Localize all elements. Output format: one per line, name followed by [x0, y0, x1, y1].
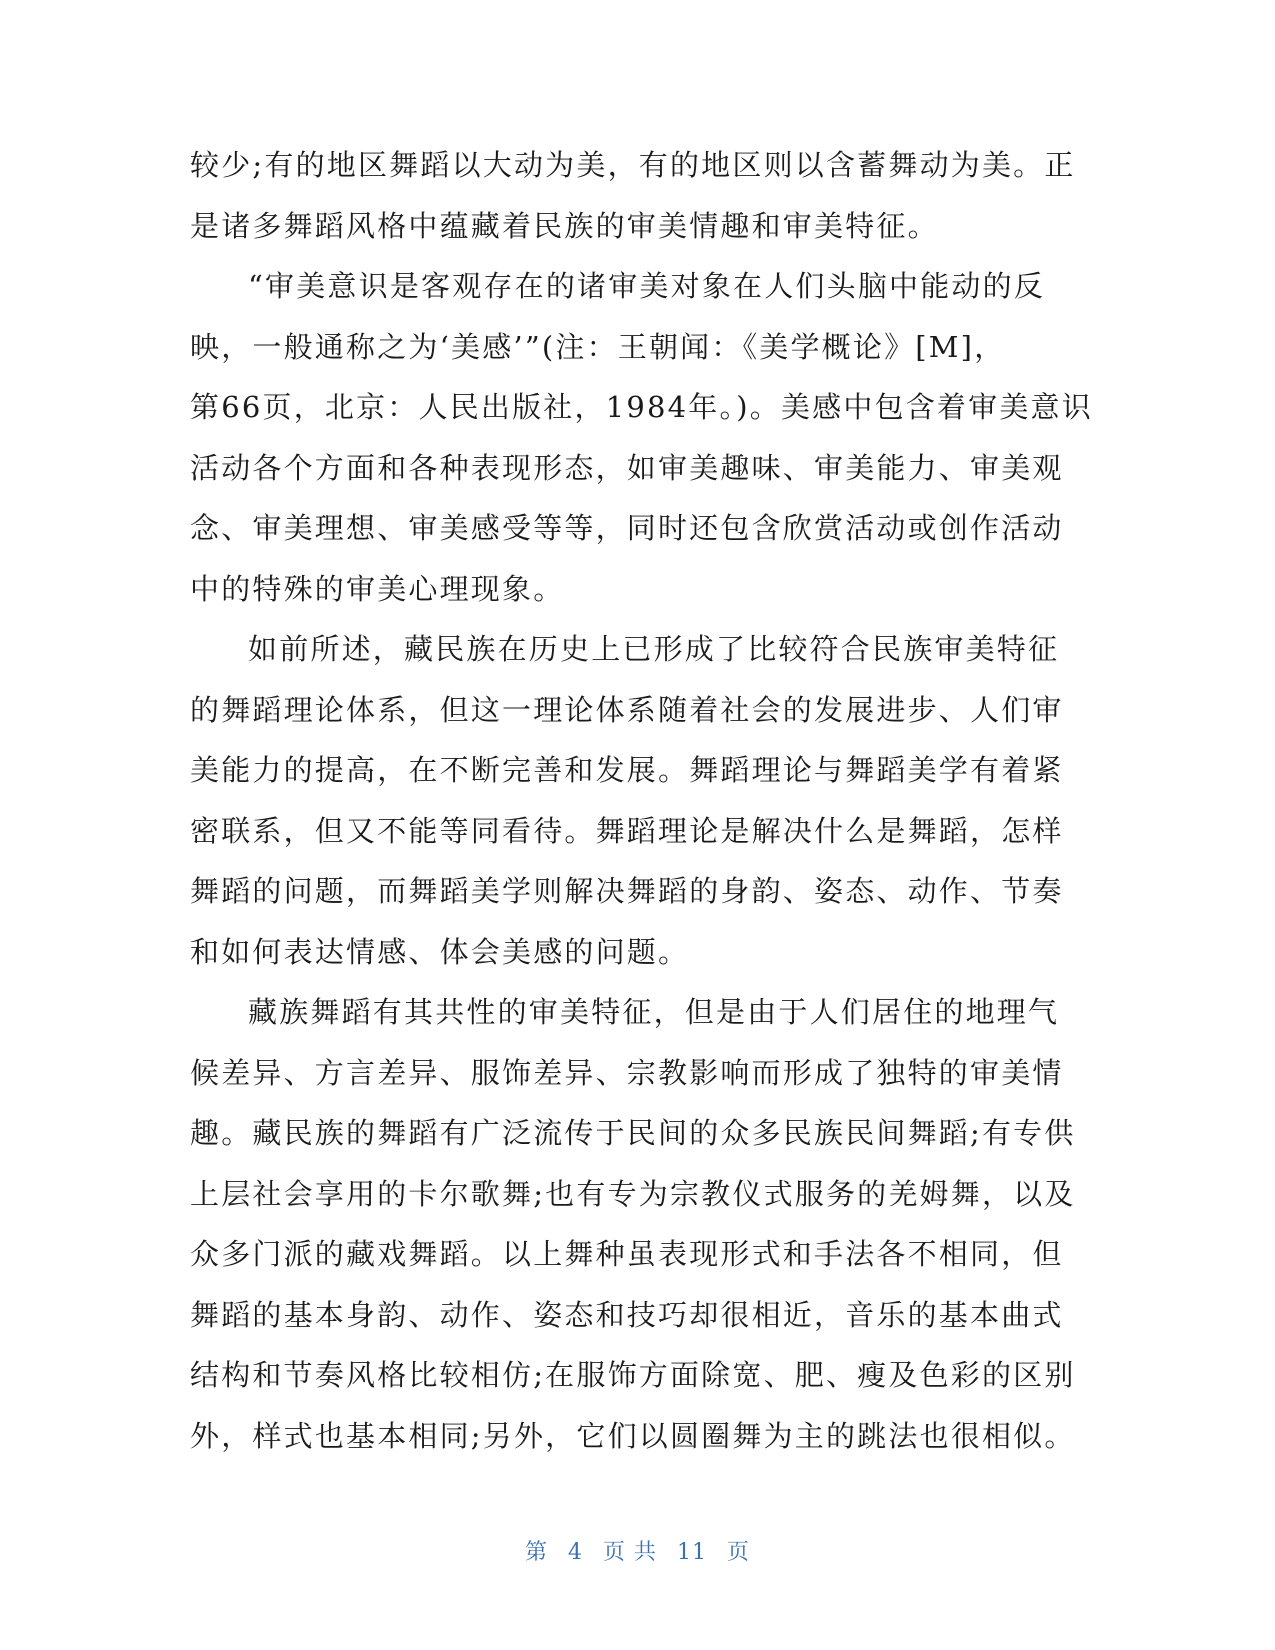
text-line: 藏族舞蹈有其共性的审美特征，但是由于人们居住的地理气: [248, 995, 1060, 1029]
text-line: 如前所述，藏民族在历史上已形成了比较符合民族审美特征: [248, 632, 1060, 666]
text-line: 外，样式也基本相同;另外，它们以圆圈舞为主的跳法也很相似。: [190, 1418, 1076, 1453]
footer-middle: 页 共: [603, 1540, 657, 1565]
text-line: 映，一般通称之为‘美感’”(注：王朝闻：《美学概论》[M]，: [190, 329, 1006, 364]
text-line: 结构和节奏风格比较相仿;在服饰方面除宽、肥、瘦及色彩的区别: [190, 1358, 1076, 1392]
text-line: 活动各个方面和各种表现形态，如审美趣味、审美能力、审美观: [190, 450, 1064, 485]
text-line: 是诸多舞蹈风格中蕴藏着民族的审美情趣和审美特征。: [190, 208, 939, 243]
text-line: 趣。藏民族的舞蹈有广泛流传于民间的众多民族民间舞蹈;有专供: [190, 1116, 1076, 1150]
document-body: [190, 135, 1093, 1466]
text-line: 候差异、方言差异、服饰差异、宗教影响而形成了独特的审美情: [190, 1055, 1064, 1090]
text-line: 密联系，但又不能等同看待。舞蹈理论是解决什么是舞蹈，怎样: [190, 813, 1064, 848]
footer-prefix: 第: [524, 1540, 548, 1565]
footer-total-pages: 11: [677, 1540, 707, 1565]
text-line: 美能力的提高，在不断完善和发展。舞蹈理论与舞蹈美学有着紧: [190, 753, 1064, 787]
text-line: “审美意识是客观存在的诸审美对象在人们头脑中能动的反: [248, 269, 1046, 303]
text-line: 念、审美理想、审美感受等等，同时还包含欣赏活动或创作活动: [190, 511, 1064, 545]
text-line: 上层社会享用的卡尔歌舞;也有专为宗教仪式服务的羌姆舞，以及: [190, 1176, 1076, 1211]
text-line: 较少;有的地区舞蹈以大动为美，有的地区则以含蓄舞动为美。正: [190, 148, 1076, 182]
page-footer: [0, 1535, 1275, 1566]
text-line: 舞蹈的基本身韵、动作、姿态和技巧却很相近，音乐的基本曲式: [190, 1297, 1064, 1332]
footer-suffix: 页: [727, 1540, 751, 1565]
text-line: 的舞蹈理论体系，但这一理论体系随着社会的发展进步、人们审: [190, 692, 1064, 727]
text-line: 中的特殊的审美心理现象。: [190, 571, 565, 606]
text-line: 和如何表达情感、体会美感的问题。: [190, 934, 690, 969]
text-line: 众多门派的藏戏舞蹈。以上舞种虽表现形式和手法各不相同，但: [190, 1237, 1064, 1271]
text-line: 第66页，北京：人民出版社，1984年。)。美感中包含着审美意识: [190, 390, 1093, 424]
footer-current-page: 4: [568, 1540, 583, 1565]
text-line: 舞蹈的问题，而舞蹈美学则解决舞蹈的身韵、姿态、动作、节奏: [190, 874, 1064, 908]
